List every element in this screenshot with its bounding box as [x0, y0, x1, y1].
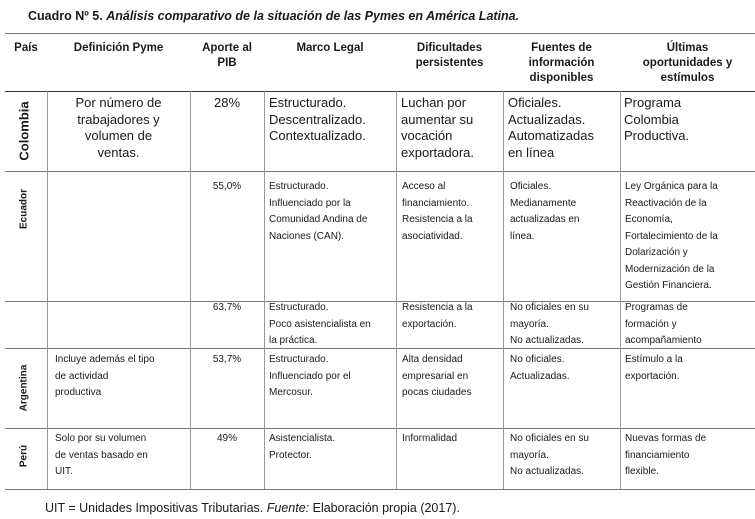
ecuador-aporte: 55,0%: [212, 181, 242, 192]
row-divider: [5, 428, 755, 429]
colombia-definicion: Por número de trabajadores y volumen de ventas.: [75, 95, 162, 160]
row3-aporte: 63,7%: [212, 302, 242, 313]
column-divider: [503, 91, 504, 489]
argentina-fuentes: No oficiales. Actualizadas.: [510, 354, 570, 382]
colombia-fuentes: Oficiales. Actualizadas. Automatizadas en línea: [508, 95, 594, 160]
column-divider: [264, 91, 265, 489]
ecuador-ultimas: Ley Orgánica para la Reactivación de la Economía, Fortalecimiento de la Dolarización y Modernización de la Gestión Financiera.: [625, 181, 718, 291]
table-footnote: [45, 501, 460, 515]
peru-fuentes: No oficiales en su mayoría. No actualizadas.: [510, 433, 589, 477]
argentina-ultimas: Estímulo a la exportación.: [625, 354, 683, 382]
colombia-dificultades: Luchan por aumentar su vocación exportadora.: [401, 95, 474, 160]
header-ultimas: Últimas oportunidades y estímulos: [642, 42, 733, 84]
header-definicion: Definición Pyme: [73, 42, 164, 54]
header-dificultades: Dificultades persistentes: [415, 42, 484, 69]
header-fuentes: Fuentes de información disponibles: [528, 42, 595, 84]
argentina-definicion: Incluye además el tipo de actividad productiva: [55, 354, 155, 398]
footnote-fuente-label: Fuente:: [266, 501, 310, 515]
table-title: [28, 9, 519, 23]
country-colombia: Colombia: [16, 101, 32, 161]
header-marco-legal: Marco Legal: [296, 42, 364, 54]
ecuador-fuentes: Oficiales. Medianamente actualizadas en línea.: [510, 181, 580, 242]
ecuador-marco: Estructurado. Influenciado por la Comunidad Andina de Naciones (CAN).: [269, 181, 368, 242]
country-ecuador: Ecuador: [18, 188, 30, 230]
row3-dificultades: Resistencia a la exportación.: [402, 302, 473, 330]
argentina-dificultades: Alta densidad empresarial en pocas ciudades: [402, 354, 472, 398]
peru-aporte: 49%: [216, 433, 237, 444]
peru-dificultades: Informalidad: [402, 433, 458, 444]
column-divider: [620, 91, 621, 489]
ecuador-dificultades: Acceso al financiamiento. Resistencia a la asociatividad.: [402, 181, 473, 242]
peru-marco: Asistencialista. Protector.: [269, 433, 336, 461]
footnote-uit: UIT = Unidades Impositivas Tributarias.: [45, 501, 267, 515]
row-divider: [5, 171, 755, 172]
row3-ultimas: Programas de formación y acompañamiento: [625, 302, 702, 346]
table-bottom-rule: [5, 489, 755, 490]
table-top-rule: [5, 33, 755, 34]
table-number: Cuadro Nº 5.: [28, 9, 103, 23]
row3-fuentes: No oficiales en su mayoría. No actualizadas.: [510, 302, 589, 346]
colombia-marco: Estructurado. Descentralizado. Contextualizado.: [269, 95, 366, 143]
header-pais: País: [14, 42, 38, 54]
table-caption: Análisis comparativo de la situación de las Pymes en América Latina.: [106, 9, 520, 23]
footnote-source: Elaboración propia (2017).: [309, 501, 460, 515]
column-divider: [190, 91, 191, 489]
column-divider: [396, 91, 397, 489]
colombia-aporte: 28%: [213, 95, 241, 110]
header-rule: [5, 91, 755, 92]
argentina-marco: Estructurado. Influenciado por el Mercosur.: [269, 354, 351, 398]
country-argentina: Argentina: [18, 364, 30, 412]
row3-marco: Estructurado. Poco asistencialista en la práctica.: [269, 302, 371, 346]
header-aporte: Aporte al PIB: [202, 42, 252, 69]
peru-ultimas: Nuevas formas de financiamiento flexible.: [625, 433, 707, 477]
peru-definicion: Solo por su volumen de ventas basado en UIT.: [55, 433, 148, 477]
colombia-ultimas: Programa Colombia Productiva.: [624, 95, 690, 143]
country-peru: Perú: [18, 444, 30, 468]
argentina-aporte: 53,7%: [212, 354, 242, 365]
